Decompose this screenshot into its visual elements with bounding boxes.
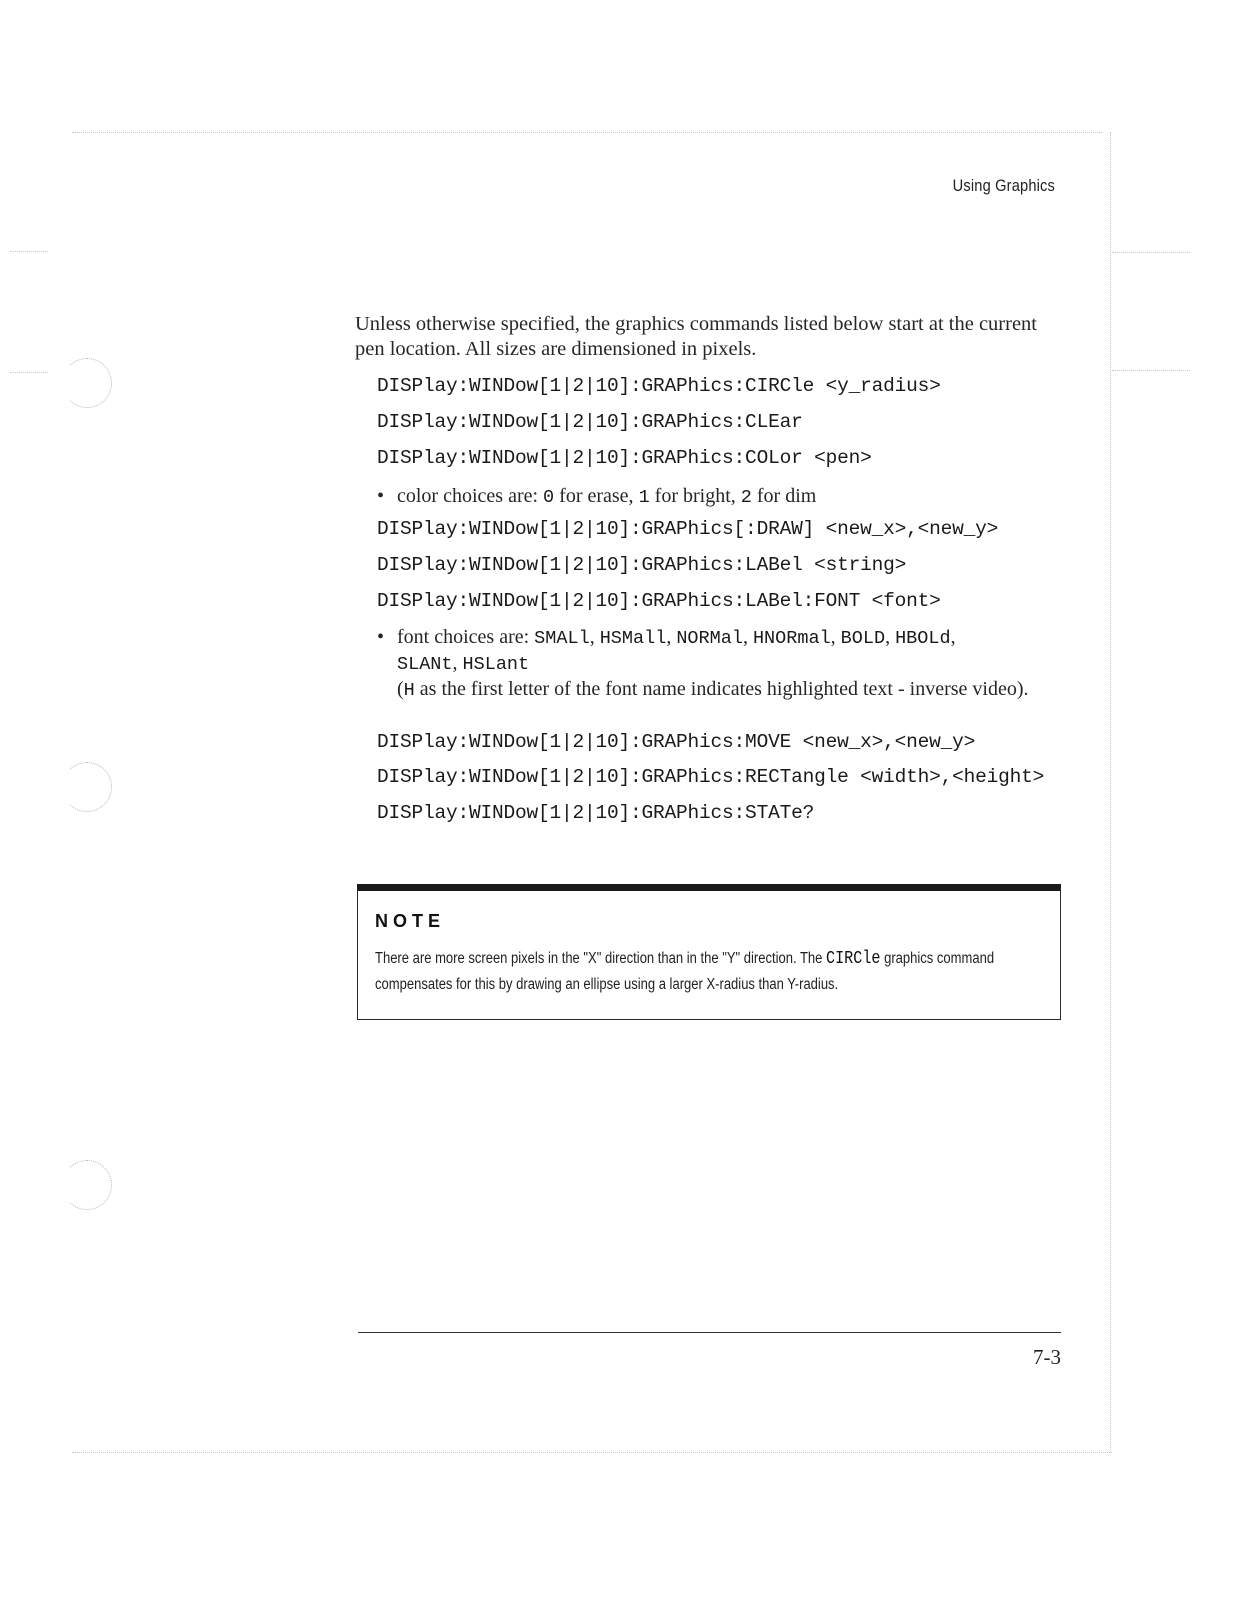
note-text	[375, 946, 1030, 998]
separator: ,	[666, 626, 677, 648]
note-title: NOTE	[375, 911, 446, 931]
highlight-letter: H	[403, 680, 415, 701]
color-value: 2	[740, 487, 752, 508]
bullet-text: font choices are:	[397, 626, 535, 648]
section-header: Using Graphics	[952, 176, 1055, 195]
command-clear: DISPlay:WINDow[1|2|10]:GRAPhics:CLEar	[377, 411, 803, 433]
trim-tick	[1112, 252, 1190, 253]
trim-line-top	[72, 132, 1102, 133]
separator: ,	[830, 626, 841, 648]
command-move: DISPlay:WINDow[1|2|10]:GRAPhics:MOVE <new_x>,<new_y>	[377, 731, 976, 753]
command-label: DISPlay:WINDow[1|2|10]:GRAPhics:LABel <string>	[377, 554, 907, 576]
bullet-text: for erase,	[554, 485, 639, 507]
font-option: BOLD	[840, 628, 886, 649]
color-value: 0	[543, 487, 555, 508]
separator: ,	[885, 626, 896, 648]
font-option: HSLant	[462, 654, 530, 675]
command-draw: DISPlay:WINDow[1|2|10]:GRAPhics[:DRAW] <new_x>,<new_y>	[377, 518, 999, 540]
font-option: HNORmal	[752, 628, 831, 649]
trim-tick	[1112, 370, 1190, 371]
bullet-text: for bright,	[649, 485, 741, 507]
font-option: NORMal	[676, 628, 743, 649]
command-circle: DISPlay:WINDow[1|2|10]:GRAPhics:CIRCle <y_radius>	[377, 375, 941, 397]
trim-tick	[10, 251, 48, 252]
color-value: 1	[638, 487, 650, 508]
binder-hole-mark	[62, 762, 112, 812]
trim-tick	[10, 372, 48, 373]
bullet-text: color choices are:	[397, 485, 544, 507]
font-option: HBOLd	[895, 628, 951, 649]
bullet-body	[397, 625, 1067, 703]
bullet-text: as the first letter of the font name indicates highlighted text - inverse video).	[414, 678, 1029, 700]
binder-hole-mark	[62, 358, 112, 408]
trim-line-bottom	[72, 1452, 1112, 1453]
font-option: SLANt	[397, 654, 453, 675]
command-color: DISPlay:WINDow[1|2|10]:GRAPhics:COLor <pen>	[377, 447, 872, 469]
bullet-dot: •	[377, 485, 385, 507]
bullet-dot: •	[377, 626, 385, 648]
separator: ,	[742, 626, 753, 648]
trim-line-right	[1110, 132, 1111, 1452]
separator: ,	[950, 626, 956, 648]
note-text-part: graphics command compensates for this by drawing an ellipse using a larger X-radius than Y-radius.	[375, 950, 995, 993]
binder-hole-mark	[62, 1160, 112, 1210]
page-number: 7-3	[1033, 1345, 1061, 1369]
command-label-font: DISPlay:WINDow[1|2|10]:GRAPhics:LABel:FONT <font>	[377, 590, 941, 612]
footer-rule	[358, 1332, 1061, 1333]
separator: ,	[589, 626, 600, 648]
bullet-body	[397, 484, 1067, 510]
note-text-part: There are more screen pixels in the "X" direction than in the "Y" direction. The	[375, 950, 827, 967]
separator: ,	[452, 652, 463, 674]
command-rectangle: DISPlay:WINDow[1|2|10]:GRAPhics:RECTangle <width>,<height>	[377, 766, 1045, 788]
command-state: DISPlay:WINDow[1|2|10]:GRAPhics:STATe?	[377, 802, 815, 824]
font-option: HSMall	[599, 628, 667, 649]
note-keyword: CIRCle	[826, 949, 881, 969]
bullet-text: (	[397, 678, 404, 700]
intro-paragraph: Unless otherwise specified, the graphics commands listed below start at the current pen location. All sizes are dimensioned in pixels.	[355, 313, 1037, 360]
font-option: SMALl	[534, 628, 590, 649]
bullet-text: for dim	[751, 485, 817, 507]
note-box	[357, 884, 1061, 1020]
